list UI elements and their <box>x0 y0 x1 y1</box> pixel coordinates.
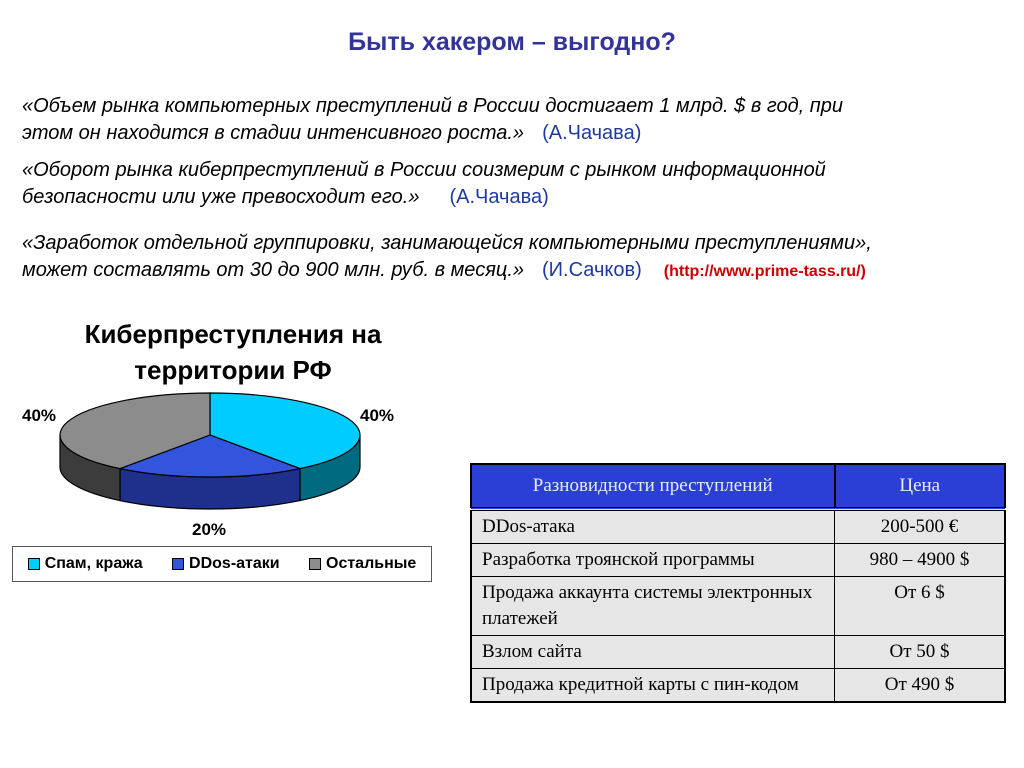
slide-title: Быть хакером – выгодно? <box>348 28 676 56</box>
legend-item-other <box>309 555 416 573</box>
row-3-price: От 6 $ <box>835 577 1006 636</box>
quote-3 <box>22 230 872 285</box>
table-row <box>471 577 1005 636</box>
legend-item-spam <box>28 555 143 573</box>
quote-2-author: (А.Чачава) <box>449 186 549 208</box>
table-header-row <box>471 464 1005 509</box>
chart-legend <box>12 546 432 582</box>
pie-label-ddos: 20% <box>192 520 227 539</box>
chart-title <box>10 316 456 388</box>
quote-2-line-2: безопасности или уже превосходит его.» <box>22 186 420 208</box>
table-row <box>471 509 1005 544</box>
legend-label-spam: Спам, кража <box>44 555 143 572</box>
crime-price-table <box>470 463 1006 703</box>
table-row <box>471 544 1005 577</box>
legend-swatch-spam <box>28 558 40 570</box>
legend-label-ddos: DDos-атаки <box>189 555 280 572</box>
legend-item-ddos <box>172 555 280 573</box>
pie-label-other: 40% <box>22 406 57 425</box>
quote-3-source-link[interactable]: (http://www.prime-tass.ru/) <box>663 263 866 280</box>
row-4-price: От 50 $ <box>835 636 1006 669</box>
row-5-name: Продажа кредитной карты с пин-кодом <box>471 669 835 703</box>
pie-label-spam: 40% <box>360 406 395 425</box>
quote-1-line-1: «Объем рынка компьютерных преступлений в России достигает 1 млрд. $ в год, при <box>22 95 844 117</box>
quote-1-line-2: этом он находится в стадии интенсивного роста.» <box>22 122 525 144</box>
row-3-name: Продажа аккаунта системы электронных платежей <box>471 577 835 636</box>
row-2-price: 980 – 4900 $ <box>835 544 1006 577</box>
quote-2 <box>22 157 826 211</box>
quote-1 <box>22 93 843 147</box>
header-crime-types: Разновидности преступлений <box>471 464 835 509</box>
row-2-name: Разработка троянской программы <box>471 544 835 577</box>
quote-3-author: (И.Сачков) <box>542 259 642 281</box>
table-row <box>471 636 1005 669</box>
quote-3-line-1: «Заработок отдельной группировки, занимающейся компьютерными преступлениями», <box>22 232 872 254</box>
quote-3-line-2: может составлять от 30 до 900 млн. руб. в месяц.» <box>22 259 525 281</box>
legend-swatch-ddos <box>172 558 184 570</box>
row-1-name: DDos-атака <box>471 509 835 544</box>
quote-2-line-1: «Оборот рынка киберпреступлений в России соизмерим с рынком информационной <box>22 159 826 181</box>
row-1-price: 200-500 € <box>835 509 1006 544</box>
table-row <box>471 669 1005 703</box>
chart-title-line-1: Киберпреступления на <box>84 319 382 349</box>
header-price: Цена <box>835 464 1006 509</box>
legend-swatch-other <box>309 558 321 570</box>
row-4-name: Взлом сайта <box>471 636 835 669</box>
chart-title-line-2: территории РФ <box>134 355 332 385</box>
quote-1-author: (А.Чачава) <box>542 122 642 144</box>
legend-label-other: Остальные <box>326 555 417 572</box>
row-5-price: От 490 $ <box>835 669 1006 703</box>
